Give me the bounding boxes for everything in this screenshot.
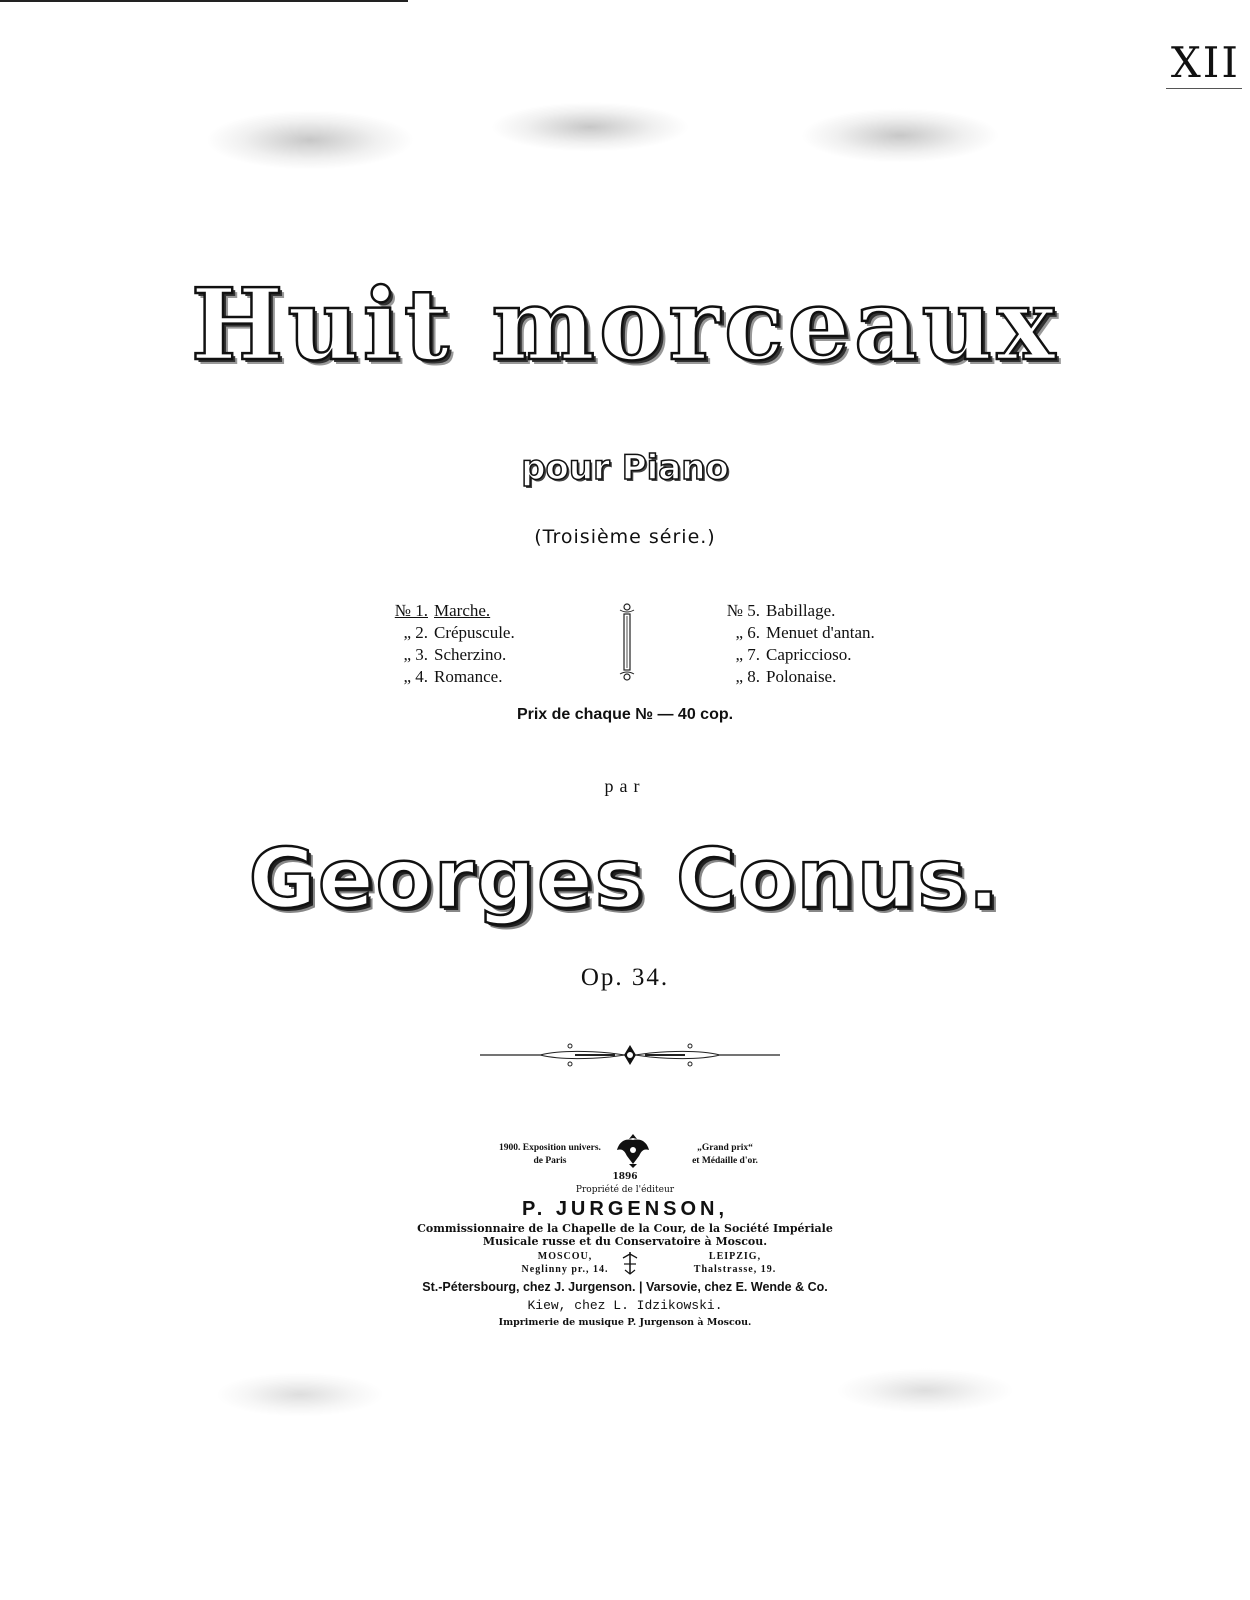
price-line: Prix de chaque № — 40 cop. xyxy=(516,706,734,723)
piece-number: „ 3. xyxy=(403,645,428,664)
piece-name: Babillage. xyxy=(766,601,836,620)
prize-line-2: et Médaille d'or. xyxy=(692,1156,758,1166)
piece-number: „ 4. xyxy=(403,667,428,686)
list-item xyxy=(370,600,600,622)
piece-name: Polonaise. xyxy=(766,667,837,686)
leipzig-label: LEIPZIG, xyxy=(708,1251,762,1262)
pieces-column-right xyxy=(702,600,932,688)
title: Huit morceaux xyxy=(190,268,1060,383)
imperial-eagle-icon xyxy=(615,1130,651,1170)
list-item xyxy=(370,622,600,644)
piece-number: № 5. xyxy=(726,601,760,620)
prize-line-1: „Grand prix“ xyxy=(697,1143,753,1153)
moscow-address xyxy=(510,1250,620,1276)
branches-line: St.-Pétersbourg, chez J. Jurgenson. | Varsovie, chez E. Wende & Co. xyxy=(422,1280,828,1294)
property-notice: Propriété de l'éditeur xyxy=(575,1185,675,1195)
moscow-street: Neglinny pr., 14. xyxy=(521,1264,609,1275)
imprint-year: 1896 xyxy=(612,1172,638,1182)
exposition-line-2: de Paris xyxy=(533,1156,567,1166)
list-item xyxy=(370,644,600,666)
kiew-line: Kiew, chez L. Idzikowski. xyxy=(527,1298,723,1313)
piece-name: Crépuscule. xyxy=(434,623,515,642)
piece-name: Capriccioso. xyxy=(766,645,852,664)
moscow-label: MOSCOU, xyxy=(537,1251,593,1262)
prize-note xyxy=(665,1142,785,1168)
series-label: (Troisième série.) xyxy=(534,526,716,548)
commission-line-1: Commissionnaire de la Chapelle de la Cour, de la Société Impériale xyxy=(417,1222,833,1235)
piece-name: Marche. xyxy=(434,601,491,620)
piece-name: Menuet d'antan. xyxy=(766,623,875,642)
list-item xyxy=(702,644,932,666)
pieces-column-left xyxy=(370,600,600,688)
faded-stamp-center xyxy=(490,102,690,152)
piece-number: „ 7. xyxy=(735,645,760,664)
exposition-line-1: 1900. Exposition univers. xyxy=(499,1143,601,1153)
faded-stamp-left xyxy=(205,110,415,170)
piece-name: Romance. xyxy=(434,667,503,686)
piece-number: № 1. xyxy=(394,601,428,620)
opus-number: Op. 34. xyxy=(580,964,670,991)
faded-stamp-bottom-left xyxy=(215,1372,385,1417)
ornamental-divider-icon xyxy=(618,602,636,682)
piece-name: Scherzino. xyxy=(434,645,507,664)
faded-stamp-bottom-right xyxy=(835,1368,1015,1413)
pieces-list xyxy=(370,600,930,700)
corner-underline xyxy=(1166,88,1242,89)
exposition-note xyxy=(470,1142,630,1168)
piece-number: „ 8. xyxy=(735,667,760,686)
subtitle: pour Piano xyxy=(521,448,729,488)
anchor-ornament-icon xyxy=(620,1250,640,1276)
corner-catalog-mark: XII xyxy=(1170,38,1240,87)
piece-number: „ 2. xyxy=(403,623,428,642)
publisher-name: P. JURGENSON, xyxy=(521,1198,729,1220)
printer-line: Imprimerie de musique P. Jurgenson à Moscou. xyxy=(498,1317,752,1328)
list-item xyxy=(702,666,932,688)
list-item xyxy=(370,666,600,688)
list-item xyxy=(702,622,932,644)
commission-line-2: Musicale russe et du Conservatoire à Moscou. xyxy=(482,1235,768,1248)
leipzig-address xyxy=(680,1250,790,1276)
leipzig-street: Thalstrasse, 19. xyxy=(693,1264,777,1275)
composer-name: Georges Conus. xyxy=(248,832,1002,927)
top-rule xyxy=(0,0,408,2)
by-label: par xyxy=(604,776,646,796)
ornament-rule-icon xyxy=(480,1040,780,1070)
faded-stamp-right xyxy=(800,108,1000,163)
piece-number: „ 6. xyxy=(735,623,760,642)
list-item xyxy=(702,600,932,622)
